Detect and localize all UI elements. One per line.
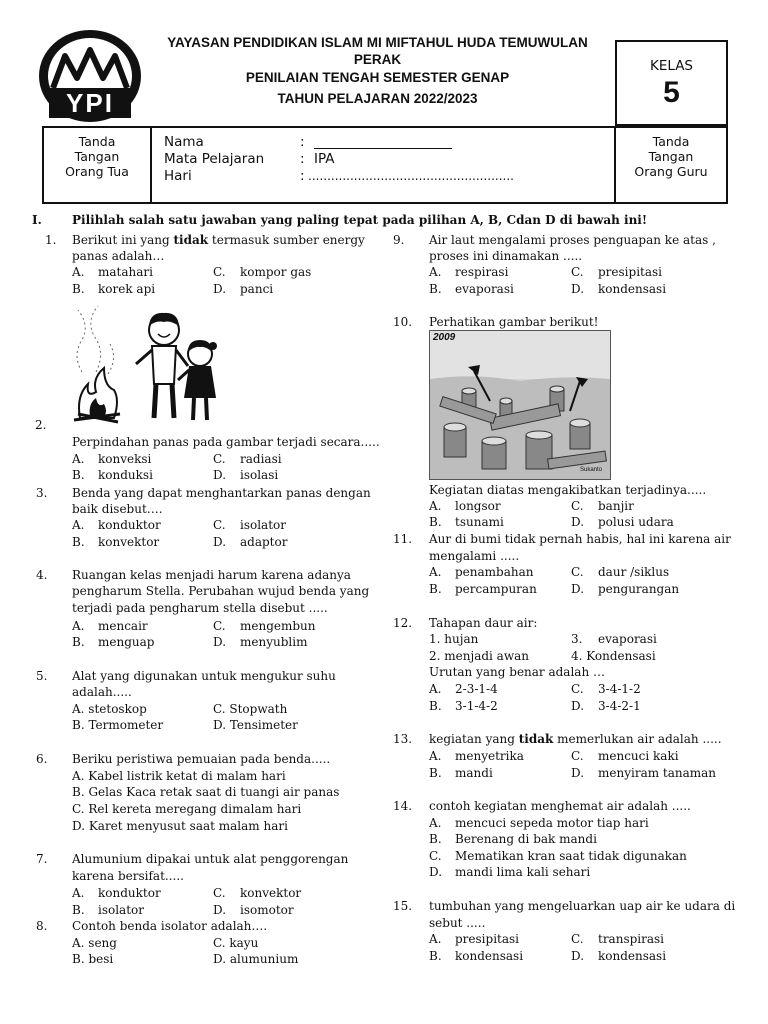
q11-option-d[interactable]: D. [571, 582, 585, 596]
q1-option-d[interactable]: D. [213, 282, 227, 296]
school-name: YAYASAN PENDIDIKAN ISLAM MI MIFTAHUL HUDA TEMUWULAN [167, 35, 588, 50]
day-field[interactable]: ...................................................... [308, 169, 514, 183]
q11-option-b[interactable]: B. [429, 582, 442, 596]
parent-signature-caption: Tanda Tangan Orang Tua [65, 134, 129, 179]
q13-option-d[interactable]: D. [571, 766, 585, 780]
q10-option-a[interactable]: A. [429, 499, 442, 513]
campfire-children-illustration [70, 300, 222, 428]
q4-option-b[interactable]: B. [72, 635, 85, 649]
q9-option-b[interactable]: B. [429, 282, 442, 296]
school-logo [37, 28, 143, 124]
q6-option-b[interactable]: B. Gelas Kaca retak saat di tuangi air panas [72, 785, 340, 799]
name-field[interactable] [314, 148, 452, 149]
q3-option-c[interactable]: C. [213, 518, 226, 532]
section-instruction: Pilihlah salah satu jawaban yang paling tepat pada pilihan A, B, Cdan D di bawah ini! [72, 213, 648, 227]
illustration-year: 2009 [433, 332, 456, 343]
q11-option-c[interactable]: C. [571, 565, 584, 579]
q5-option-d[interactable]: D. Tensimeter [213, 718, 298, 732]
q12-option-b[interactable]: B. [429, 699, 442, 713]
q13-option-c[interactable]: C. [571, 749, 584, 763]
q1-option-b[interactable]: B. [72, 282, 85, 296]
q1-stem: Berikut ini yang tidak termasuk sumber energy [72, 233, 365, 247]
q5-option-b[interactable]: B. Termometer [72, 718, 164, 732]
q4-option-c[interactable]: C. [213, 619, 226, 633]
q10-option-c[interactable]: C. [571, 499, 584, 513]
q15-option-a[interactable]: A. [429, 932, 442, 946]
q12-option-c[interactable]: C. [571, 682, 584, 696]
logo-text: YPI [66, 88, 114, 118]
day-colon: : [300, 168, 305, 184]
subject-colon: : [300, 151, 305, 167]
q6-option-d[interactable]: D. Karet menyusut saat malam hari [72, 819, 288, 833]
q2-option-b[interactable]: B. [72, 468, 85, 482]
q7-option-d[interactable]: D. [213, 903, 227, 917]
q14-option-a[interactable]: A. [429, 816, 442, 830]
q7-option-a[interactable]: A. [72, 886, 85, 900]
divider-left [150, 128, 152, 202]
q12-option-d[interactable]: D. [571, 699, 585, 713]
q7-option-b[interactable]: B. [72, 903, 85, 917]
exam-title: PENILAIAN TENGAH SEMESTER GENAP [245, 70, 510, 85]
q13-option-b[interactable]: B. [429, 766, 442, 780]
q1-option-a[interactable]: A. [72, 265, 85, 279]
q11-option-a[interactable]: A. [429, 565, 442, 579]
q14-option-c[interactable]: C. [429, 849, 442, 863]
q9-option-d[interactable]: D. [571, 282, 585, 296]
q2-option-a[interactable]: A. [72, 452, 85, 466]
teacher-signature-caption: Tanda Tangan Orang Guru [634, 134, 708, 179]
q10-option-b[interactable]: B. [429, 515, 442, 529]
q3-option-b[interactable]: B. [72, 535, 85, 549]
q3-option-d[interactable]: D. [213, 535, 227, 549]
student-id-box [42, 126, 728, 204]
class-box [615, 40, 728, 126]
q12-option-a[interactable]: A. [429, 682, 442, 696]
q8-option-a[interactable]: A. seng [72, 936, 117, 950]
q6-option-c[interactable]: C. Rel kereta meregang dimalam hari [72, 802, 302, 816]
illustration-signature: Sukanto [580, 467, 603, 473]
q15-option-c[interactable]: C. [571, 932, 584, 946]
name-colon: : [300, 134, 305, 150]
q2-option-d[interactable]: D. [213, 468, 227, 482]
q7-option-c[interactable]: C. [213, 886, 226, 900]
q6-option-a[interactable]: A. Kabel listrik ketat di malam hari [72, 769, 286, 783]
q14-option-b[interactable]: B. [429, 832, 442, 846]
day-label: Hari [164, 168, 192, 184]
q9-option-c[interactable]: C. [571, 265, 584, 279]
deforestation-illustration [429, 330, 611, 480]
q15-option-b[interactable]: B. [429, 949, 442, 963]
class-label: KELAS [649, 58, 694, 74]
q9-option-a[interactable]: A. [429, 265, 442, 279]
school-name-line2: PERAK [353, 52, 402, 67]
q5-option-c[interactable]: C. Stopwath [213, 702, 288, 716]
class-value: 5 [663, 76, 680, 109]
q3-option-a[interactable]: A. [72, 518, 85, 532]
academic-year: TAHUN PELAJARAN 2022/2023 [277, 91, 478, 106]
q5-option-a[interactable]: A. stetoskop [72, 702, 147, 716]
q4-option-a[interactable]: A. [72, 619, 85, 633]
q10-option-d[interactable]: D. [571, 515, 585, 529]
subject-label: Mata Pelajaran [164, 151, 265, 167]
q14-option-d[interactable]: D. [429, 865, 443, 879]
name-label: Nama [164, 134, 204, 150]
q15-option-d[interactable]: D. [571, 949, 585, 963]
q8-option-c[interactable]: C. kayu [213, 936, 259, 950]
q1-option-c[interactable]: C. [213, 265, 226, 279]
q4-option-d[interactable]: D. [213, 635, 227, 649]
q8-option-d[interactable]: D. alumunium [213, 952, 299, 966]
q2-option-c[interactable]: C. [213, 452, 226, 466]
q8-option-b[interactable]: B. besi [72, 952, 114, 966]
q13-option-a[interactable]: A. [429, 749, 442, 763]
subject-value: IPA [314, 151, 335, 167]
section-number: I. [32, 213, 42, 227]
